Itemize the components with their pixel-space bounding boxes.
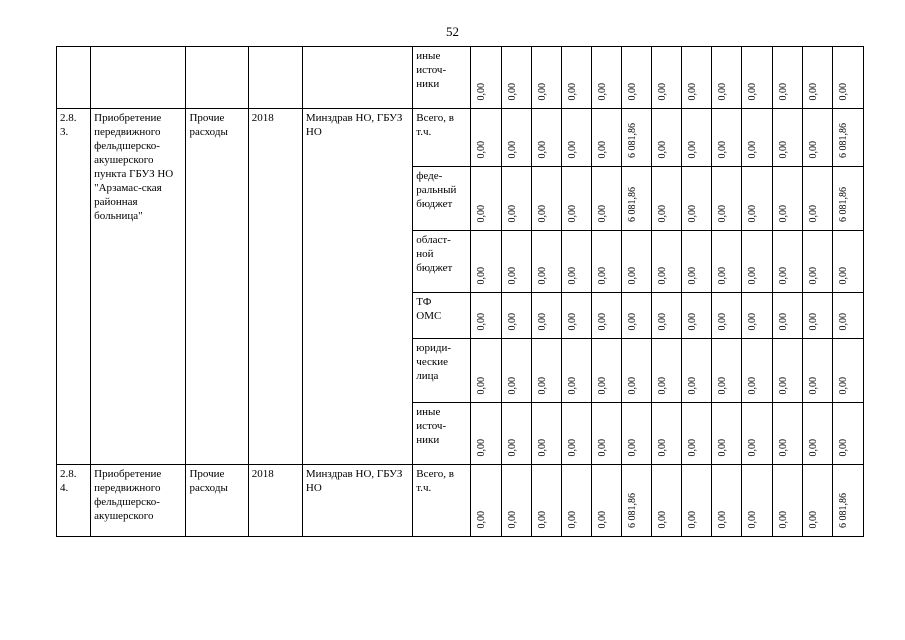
value-cell (652, 109, 682, 167)
value-text: 0,00 (777, 266, 789, 284)
budget-table (56, 46, 864, 537)
value-cell (712, 339, 742, 403)
value-cell (832, 403, 863, 465)
value-cell (742, 167, 772, 231)
executor-cell: Минздрав НО, ГБУЗ НО (302, 109, 412, 465)
value-text: 0,00 (476, 82, 488, 100)
value-cell (471, 339, 501, 403)
value-cell (832, 339, 863, 403)
value-text: 0,00 (717, 82, 729, 100)
value-cell (531, 339, 561, 403)
value-cell (652, 339, 682, 403)
value-text: 0,00 (687, 82, 699, 100)
value-cell (772, 293, 802, 339)
value-text: 0,00 (657, 204, 669, 222)
value-text: 0,00 (476, 204, 488, 222)
value-cell (802, 465, 832, 537)
page-number: 52 (446, 24, 459, 39)
value-text: 0,00 (657, 82, 669, 100)
value-text: 0,00 (476, 312, 488, 330)
item-number-cell: 2.8. 4. (57, 465, 91, 537)
value-cell (772, 167, 802, 231)
value-cell (622, 109, 652, 167)
value-cell (832, 47, 863, 109)
value-text: 0,00 (837, 312, 849, 330)
source-cell: юриди- ческие лица (413, 339, 471, 403)
value-cell (832, 109, 863, 167)
value-text: 0,00 (747, 266, 759, 284)
value-cell (712, 403, 742, 465)
value-text: 0,00 (777, 140, 789, 158)
value-cell (652, 231, 682, 293)
value-text: 0,00 (777, 204, 789, 222)
value-cell (622, 465, 652, 537)
value-text: 0,00 (506, 510, 518, 528)
value-cell (682, 339, 712, 403)
source-cell: Всего, в т.ч. (413, 465, 471, 537)
empty-cell (57, 47, 91, 109)
value-cell (682, 231, 712, 293)
item-number-cell: 2.8. 3. (57, 109, 91, 465)
value-text: 0,00 (807, 266, 819, 284)
value-text: 0,00 (777, 82, 789, 100)
value-cell (802, 47, 832, 109)
value-text: 0,00 (596, 510, 608, 528)
value-text: 0,00 (807, 204, 819, 222)
value-text: 0,00 (596, 266, 608, 284)
value-text: 0,00 (566, 376, 578, 394)
source-cell: Всего, в т.ч. (413, 109, 471, 167)
table-body (57, 47, 864, 537)
value-cell (682, 403, 712, 465)
value-text: 0,00 (566, 82, 578, 100)
value-text: 0,00 (837, 376, 849, 394)
value-cell (591, 339, 621, 403)
value-cell (652, 47, 682, 109)
empty-cell (91, 47, 186, 109)
value-text: 6 081,86 (627, 187, 639, 222)
value-cell (531, 465, 561, 537)
value-cell (471, 109, 501, 167)
value-cell (591, 231, 621, 293)
value-cell (832, 167, 863, 231)
value-text: 0,00 (747, 510, 759, 528)
value-text: 0,00 (747, 438, 759, 456)
value-cell (471, 167, 501, 231)
source-cell: иные источ- ники (413, 47, 471, 109)
value-cell (802, 109, 832, 167)
value-text: 0,00 (536, 312, 548, 330)
value-cell (802, 293, 832, 339)
value-cell (561, 109, 591, 167)
value-cell (501, 465, 531, 537)
value-text: 0,00 (717, 438, 729, 456)
value-text: 0,00 (657, 312, 669, 330)
value-text: 0,00 (837, 82, 849, 100)
value-cell (622, 403, 652, 465)
value-cell (742, 339, 772, 403)
value-cell (531, 109, 561, 167)
value-cell (561, 339, 591, 403)
value-cell (591, 293, 621, 339)
value-text: 0,00 (536, 266, 548, 284)
value-text: 0,00 (717, 266, 729, 284)
value-text: 0,00 (717, 312, 729, 330)
value-cell (712, 293, 742, 339)
value-cell (742, 465, 772, 537)
value-text: 0,00 (837, 266, 849, 284)
value-cell (832, 231, 863, 293)
empty-cell (248, 47, 302, 109)
item-name-cell: Приобретение передвижного фельдшерско-акушерского пункта ГБУЗ НО "Арзамас-ская районная больница" (91, 109, 186, 465)
value-cell (501, 47, 531, 109)
value-cell (682, 109, 712, 167)
value-text: 6 081,86 (837, 493, 849, 528)
value-cell (652, 403, 682, 465)
value-cell (531, 403, 561, 465)
value-text: 0,00 (566, 438, 578, 456)
value-cell (712, 167, 742, 231)
executor-cell: Минздрав НО, ГБУЗ НО (302, 465, 412, 537)
source-cell: ТФ ОМС (413, 293, 471, 339)
value-cell (561, 47, 591, 109)
value-cell (561, 465, 591, 537)
value-text: 0,00 (536, 204, 548, 222)
table-row (57, 109, 864, 167)
value-cell (622, 167, 652, 231)
value-cell (622, 293, 652, 339)
value-cell (712, 109, 742, 167)
value-text: 0,00 (807, 510, 819, 528)
value-cell (501, 403, 531, 465)
value-text: 0,00 (777, 438, 789, 456)
value-text: 0,00 (747, 312, 759, 330)
value-cell (832, 293, 863, 339)
value-cell (561, 167, 591, 231)
value-cell (622, 47, 652, 109)
value-text: 6 081,86 (627, 493, 639, 528)
value-cell (832, 465, 863, 537)
value-text: 0,00 (687, 376, 699, 394)
value-cell (802, 231, 832, 293)
expense-type-cell: Прочие расходы (186, 109, 248, 465)
value-cell (591, 465, 621, 537)
value-text: 0,00 (777, 312, 789, 330)
value-text: 0,00 (536, 376, 548, 394)
value-cell (531, 47, 561, 109)
value-cell (772, 109, 802, 167)
item-name-cell: Приобретение передвижного фельдшерско-акушерского (91, 465, 186, 537)
value-cell (712, 231, 742, 293)
value-text: 0,00 (657, 266, 669, 284)
value-cell (742, 109, 772, 167)
value-text: 0,00 (687, 266, 699, 284)
value-cell (802, 339, 832, 403)
value-text: 0,00 (747, 82, 759, 100)
value-text: 0,00 (687, 510, 699, 528)
year-cell: 2018 (248, 465, 302, 537)
value-cell (501, 231, 531, 293)
table-row (57, 47, 864, 109)
source-cell: област- ной бюджет (413, 231, 471, 293)
value-cell (682, 465, 712, 537)
value-text: 0,00 (747, 204, 759, 222)
value-text: 0,00 (566, 312, 578, 330)
value-cell (622, 231, 652, 293)
value-text: 0,00 (536, 510, 548, 528)
value-cell (501, 109, 531, 167)
value-text: 0,00 (747, 376, 759, 394)
value-text: 0,00 (807, 312, 819, 330)
value-text: 0,00 (476, 510, 488, 528)
value-cell (591, 109, 621, 167)
value-cell (531, 231, 561, 293)
value-text: 0,00 (506, 438, 518, 456)
value-text: 0,00 (747, 140, 759, 158)
value-cell (652, 293, 682, 339)
value-text: 0,00 (687, 438, 699, 456)
value-text: 0,00 (807, 82, 819, 100)
year-cell: 2018 (248, 109, 302, 465)
value-text: 0,00 (476, 266, 488, 284)
value-text: 0,00 (717, 510, 729, 528)
value-cell (622, 339, 652, 403)
value-cell (682, 47, 712, 109)
value-text: 0,00 (596, 82, 608, 100)
value-cell (742, 403, 772, 465)
value-text: 0,00 (476, 438, 488, 456)
value-cell (802, 167, 832, 231)
value-text: 0,00 (506, 312, 518, 330)
source-cell: иные источ- ники (413, 403, 471, 465)
value-text: 0,00 (627, 376, 639, 394)
value-cell (682, 167, 712, 231)
value-cell (561, 231, 591, 293)
value-cell (772, 403, 802, 465)
value-cell (591, 403, 621, 465)
value-text: 0,00 (506, 376, 518, 394)
value-cell (531, 293, 561, 339)
value-text: 0,00 (506, 82, 518, 100)
source-cell: феде- ральный бюджет (413, 167, 471, 231)
value-text: 0,00 (807, 438, 819, 456)
value-cell (772, 231, 802, 293)
value-text: 0,00 (476, 140, 488, 158)
value-cell (471, 231, 501, 293)
table-row (57, 465, 864, 537)
value-text: 0,00 (596, 376, 608, 394)
value-cell (471, 293, 501, 339)
value-text: 0,00 (657, 510, 669, 528)
value-cell (712, 465, 742, 537)
value-text: 6 081,86 (627, 123, 639, 158)
value-text: 0,00 (476, 376, 488, 394)
value-text: 0,00 (657, 438, 669, 456)
value-text: 0,00 (837, 438, 849, 456)
value-cell (772, 465, 802, 537)
value-cell (742, 231, 772, 293)
value-cell (652, 167, 682, 231)
expense-type-cell: Прочие расходы (186, 465, 248, 537)
value-cell (531, 167, 561, 231)
value-text: 0,00 (807, 140, 819, 158)
value-cell (471, 403, 501, 465)
value-text: 0,00 (627, 312, 639, 330)
value-text: 0,00 (506, 140, 518, 158)
value-cell (471, 47, 501, 109)
value-text: 0,00 (627, 82, 639, 100)
value-cell (682, 293, 712, 339)
value-text: 0,00 (596, 140, 608, 158)
value-cell (591, 47, 621, 109)
value-cell (561, 293, 591, 339)
value-cell (561, 403, 591, 465)
value-text: 0,00 (687, 204, 699, 222)
value-text: 0,00 (536, 140, 548, 158)
value-cell (742, 293, 772, 339)
value-text: 0,00 (627, 438, 639, 456)
value-text: 0,00 (506, 204, 518, 222)
value-text: 0,00 (566, 140, 578, 158)
value-text: 0,00 (687, 140, 699, 158)
value-text: 0,00 (596, 438, 608, 456)
value-text: 0,00 (777, 376, 789, 394)
value-cell (712, 47, 742, 109)
value-text: 0,00 (717, 376, 729, 394)
value-text: 0,00 (777, 510, 789, 528)
value-text: 6 081,86 (837, 187, 849, 222)
value-cell (802, 403, 832, 465)
value-cell (591, 167, 621, 231)
value-text: 0,00 (506, 266, 518, 284)
value-text: 0,00 (596, 312, 608, 330)
value-text: 0,00 (536, 438, 548, 456)
value-cell (501, 339, 531, 403)
value-text: 0,00 (596, 204, 608, 222)
value-text: 0,00 (717, 204, 729, 222)
value-cell (652, 465, 682, 537)
value-text: 0,00 (807, 376, 819, 394)
value-text: 0,00 (657, 376, 669, 394)
value-cell (742, 47, 772, 109)
value-cell (501, 293, 531, 339)
value-cell (772, 339, 802, 403)
value-text: 0,00 (536, 82, 548, 100)
value-text: 0,00 (566, 510, 578, 528)
value-cell (471, 465, 501, 537)
value-text: 0,00 (687, 312, 699, 330)
value-text: 6 081,86 (837, 123, 849, 158)
value-text: 0,00 (566, 266, 578, 284)
empty-cell (186, 47, 248, 109)
empty-cell (302, 47, 412, 109)
value-text: 0,00 (717, 140, 729, 158)
value-cell (772, 47, 802, 109)
value-text: 0,00 (566, 204, 578, 222)
value-text: 0,00 (627, 266, 639, 284)
value-text: 0,00 (657, 140, 669, 158)
value-cell (501, 167, 531, 231)
